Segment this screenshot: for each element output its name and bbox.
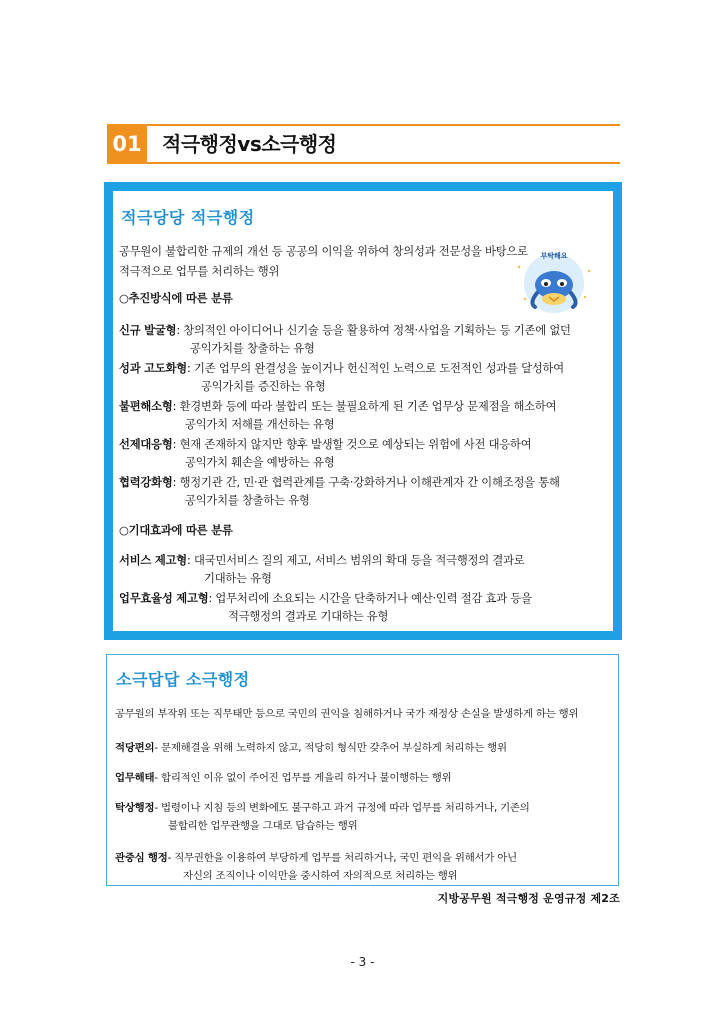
item-term: 불편해소형 bbox=[119, 400, 173, 413]
page-number: - 3 - bbox=[350, 955, 375, 969]
active-definition-line-1: 공무원이 불합리한 규제의 개선 등 공공의 이익을 위하여 창의성과 전문성을 바탕으로 bbox=[119, 245, 528, 258]
item-desc-cont: 불합리한 업무관행을 그대로 답습하는 행위 bbox=[168, 820, 358, 832]
method-item-proactive-response bbox=[119, 435, 531, 455]
item-term: 관중심 행정 bbox=[115, 852, 168, 864]
item-desc: - 법령이나 지침 등의 변화에도 불구하고 과거 규정에 따라 업무를 처리하거나, 기존의 bbox=[154, 802, 530, 814]
item-desc-cont: 적극행정의 결과로 기대하는 유형 bbox=[228, 610, 389, 623]
item-desc: : 기존 업무의 완결성을 높이거나 헌신적인 노력으로 도전적인 성과를 달성하여 bbox=[187, 362, 564, 375]
active-box-title: 적극당당 적극행정 bbox=[121, 208, 255, 227]
section-title: 적극행정vs소극행정 bbox=[162, 132, 337, 156]
passive-administration-box bbox=[106, 654, 619, 886]
passive-item-expedience bbox=[115, 739, 507, 757]
item-term: 적당편의 bbox=[115, 742, 155, 754]
item-term: 협력강화형 bbox=[119, 476, 173, 489]
passive-item-negligence bbox=[115, 769, 451, 787]
item-desc-cont: 자신의 조직이나 이익만을 중시하여 자의적으로 처리하는 행위 bbox=[183, 870, 458, 882]
item-desc-cont: 공익가치 저해를 개선하는 유형 bbox=[185, 418, 335, 431]
item-desc-cont: 기대하는 유형 bbox=[204, 572, 272, 585]
item-desc: : 환경변화 등에 따라 불합리 또는 불필요하게 된 기존 업무상 문제점을 해소하여 bbox=[172, 400, 557, 413]
item-desc: : 창의적인 아이디어나 신기술 등을 활용하여 정책·사업을 기획하는 등 기존에 없던 bbox=[176, 324, 571, 337]
passive-item-armchair-administration bbox=[115, 799, 530, 817]
item-desc: - 합리적인 이유 없이 주어진 업무를 게을리 하거나 불이행하는 행위 bbox=[154, 772, 452, 784]
item-desc: : 행정기관 간, 민·관 협력관계를 구축·강화하거나 이해관계자 간 이해조정을 통해 bbox=[172, 476, 560, 489]
item-term: 서비스 제고형 bbox=[119, 554, 188, 567]
active-administration-box bbox=[104, 182, 622, 640]
method-item-cooperation bbox=[119, 473, 560, 493]
item-desc: : 대국민서비스 질의 제고, 서비스 범위의 확대 등을 적극행정의 결과로 bbox=[187, 554, 525, 567]
passive-definition: 공무원의 부작위 또는 직무태만 등으로 국민의 권익을 침해하거나 국가 재정상 손실을 발생하게 하는 행위 bbox=[115, 708, 579, 720]
method-item-inconvenience-relief bbox=[119, 397, 556, 417]
active-definition-line-2: 적극적으로 업무를 처리하는 행위 bbox=[119, 265, 280, 278]
item-term: 성과 고도화형 bbox=[119, 362, 188, 375]
item-desc-cont: 공익가치 훼손을 예방하는 유형 bbox=[185, 456, 335, 469]
passive-item-government-centered bbox=[115, 849, 517, 867]
item-desc-cont: 공익가치를 증진하는 유형 bbox=[201, 380, 326, 393]
method-item-performance-advance bbox=[119, 359, 564, 379]
passive-box-title: 소극답답 소극행정 bbox=[116, 670, 250, 689]
classification-by-effect-heading: ○기대효과에 따른 분류 bbox=[119, 524, 233, 537]
section-number: 01 bbox=[107, 126, 147, 162]
item-term: 신규 발굴형 bbox=[119, 324, 177, 337]
item-desc-cont: 공익가치를 창출하는 유형 bbox=[190, 342, 315, 355]
item-desc: - 직무권한을 이용하여 부당하게 업무를 처리하거나, 국민 편익을 위해서가 아닌 bbox=[167, 852, 517, 864]
item-term: 업무해태 bbox=[115, 772, 155, 784]
item-desc: : 현재 존재하지 않지만 향후 발생할 것으로 예상되는 위험에 사전 대응하여 bbox=[172, 438, 532, 451]
item-term: 선제대응형 bbox=[119, 438, 173, 451]
effect-item-service bbox=[119, 551, 525, 571]
mascot-label: 부탁해요 bbox=[540, 252, 568, 260]
item-desc: : 업무처리에 소요되는 시간을 단축하거나 예산·인력 절감 효과 등을 bbox=[208, 592, 532, 605]
item-desc-cont: 공익가치를 창출하는 유형 bbox=[185, 494, 310, 507]
item-desc: - 문제해결을 위해 노력하지 않고, 적당히 형식만 갖추어 부실하게 처리하는 행위 bbox=[154, 742, 507, 754]
method-item-new-discovery bbox=[119, 321, 571, 341]
item-term: 업무효율성 제고형 bbox=[119, 592, 209, 605]
classification-by-method-heading: ○추진방식에 따른 분류 bbox=[119, 292, 233, 305]
section-header bbox=[107, 124, 620, 164]
item-term: 탁상행정 bbox=[115, 802, 155, 814]
source-citation: 지방공무원 적극행정 운영규정 제2조 bbox=[437, 892, 620, 905]
effect-item-efficiency bbox=[119, 589, 532, 609]
